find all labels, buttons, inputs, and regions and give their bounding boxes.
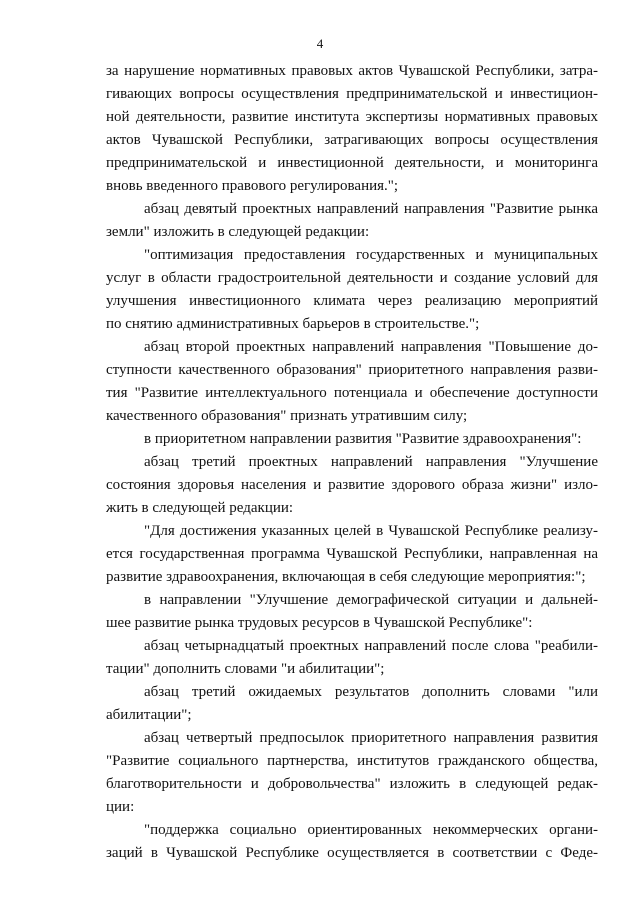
text-line: ной деятельности, развитие института экспертизы нормативных правовых — [106, 109, 598, 125]
text-line: в приоритетном направлении развития "Развитие здравоохранения": — [144, 431, 582, 447]
text-line: гивающих вопросы осуществления предпринимательской и инвестицион- — [106, 86, 598, 102]
text-line: "поддержка социально ориентированных некоммерческих органи- — [144, 822, 598, 838]
text-line: абзац девятый проектных направлений направления "Развитие рынка — [144, 201, 598, 217]
text-line: абилитации"; — [106, 707, 192, 723]
document-body — [106, 60, 598, 865]
text-line: тации" дополнить словами "и абилитации"; — [106, 661, 385, 677]
text-line: ции: — [106, 799, 135, 815]
text-line: шее развитие рынка трудовых ресурсов в Чувашской Республике": — [106, 615, 533, 631]
text-line: актов Чувашской Республики, затрагивающих вопросы осуществления — [106, 132, 598, 148]
text-line: развитие здравоохранения, включающая в себя следующие мероприятия:"; — [106, 569, 586, 585]
text-line: качественного образования" признать утратившим силу; — [106, 408, 468, 424]
text-line: за нарушение нормативных правовых актов Чувашской Республики, затра- — [106, 63, 598, 79]
text-line: по снятию административных барьеров в строительстве."; — [106, 316, 480, 332]
text-line: услуг в области градостроительной деятельности и создание условий для — [106, 270, 598, 286]
text-line: жить в следующей редакции: — [106, 500, 294, 516]
text-line: улучшения инвестиционного климата через реализацию мероприятий — [106, 293, 598, 309]
text-line: земли" изложить в следующей редакции: — [106, 224, 370, 240]
text-line: состояния здоровья населения и развитие здорового образа жизни" изло- — [106, 477, 598, 493]
text-line: ступности качественного образования" приоритетного направления разви- — [106, 362, 598, 378]
text-line: заций в Чувашской Республике осуществляется в соответствии с Феде- — [106, 845, 598, 861]
page-number: 4 — [316, 36, 324, 51]
text-line: абзац третий проектных направлений направления "Улучшение — [144, 454, 598, 470]
text-line: "Развитие социального партнерства, институтов гражданского общества, — [106, 753, 598, 769]
text-line: абзац четвертый предпосылок приоритетного направления развития — [144, 730, 598, 746]
text-line: в направлении "Улучшение демографической ситуации и дальней- — [144, 592, 598, 608]
text-line: абзац третий ожидаемых результатов дополнить словами "или — [144, 684, 598, 700]
text-line: предпринимательской и инвестиционной деятельности, и мониторинга — [106, 155, 598, 171]
text-line: абзац четырнадцатый проектных направлений после слова "реабили- — [144, 638, 598, 654]
text-line: тия "Развитие интеллектуального потенциала и обеспечение доступности — [106, 385, 598, 401]
text-line: "оптимизация предоставления государственных и муниципальных — [144, 247, 598, 263]
text-line: благотворительности и добровольчества" изложить в следующей редак- — [106, 776, 598, 792]
text-line: абзац второй проектных направлений направления "Повышение до- — [144, 339, 598, 355]
text-line: вновь введенного правового регулирования."; — [106, 178, 399, 194]
text-line: ется государственная программа Чувашской Республики, направленная на — [106, 546, 598, 562]
text-line: "Для достижения указанных целей в Чувашской Республике реализу- — [144, 523, 598, 539]
